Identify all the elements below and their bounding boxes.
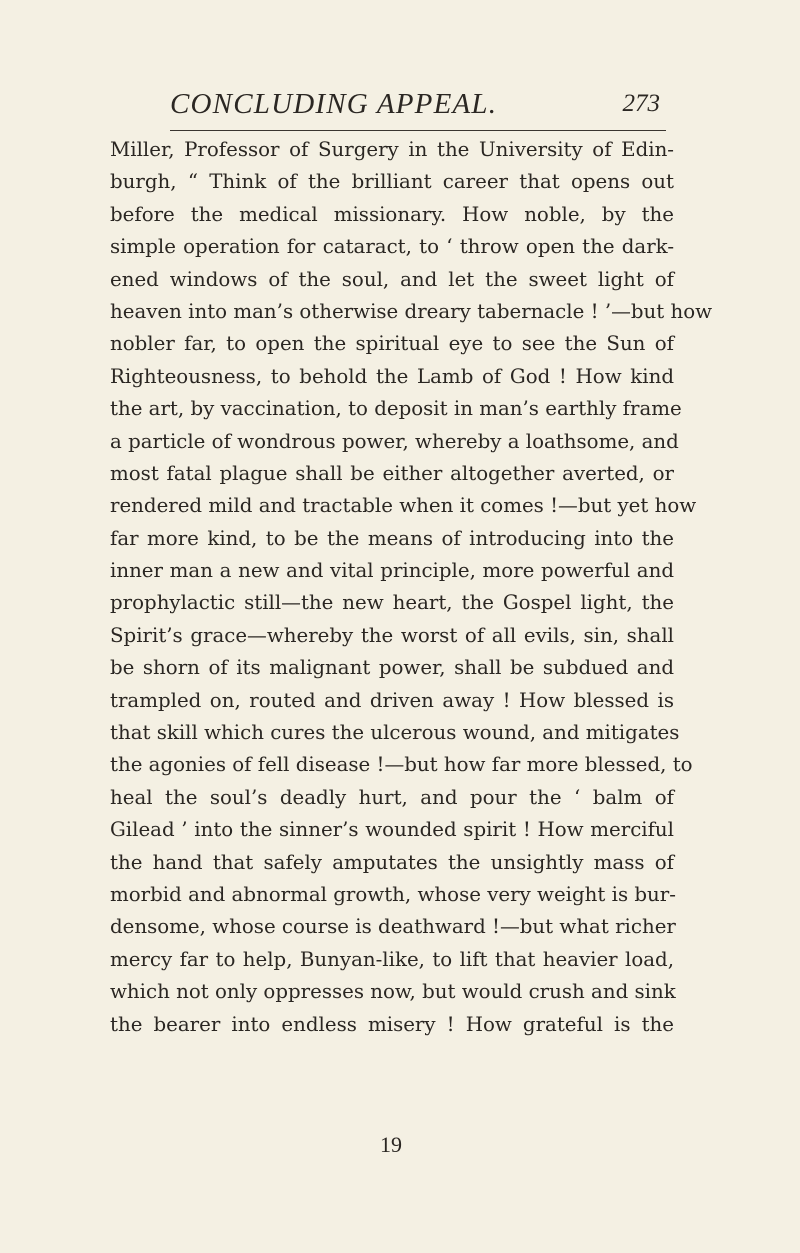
text-line: densome, whose course is deathward !—but what richer (110, 915, 676, 939)
text-line: burgh, “ Think of the brilliant career that opens out (110, 170, 674, 194)
text-line: Spirit’s grace—whereby the worst of all evils, sin, shall (110, 623, 674, 647)
text-line: trampled on, routed and driven away ! How blessed is (110, 688, 674, 712)
text-line: Gilead ’ into the sinner’s wounded spirit ! How merciful (110, 818, 674, 842)
text-line: be shorn of its malignant power, shall be subdued and (110, 656, 674, 680)
text-line: prophylactic still—the new heart, the Gospel light, the (110, 591, 674, 615)
text-line: the hand that safely amputates the unsightly mass of (110, 850, 674, 874)
text-line: ened windows of the soul, and let the sweet light of (110, 267, 674, 291)
header-rule (170, 130, 666, 131)
text-line: a particle of wondrous power, whereby a loathsome, and (110, 429, 679, 453)
text-line: inner man a new and vital principle, more powerful and (110, 559, 674, 583)
running-head (170, 88, 680, 128)
page-number: 273 (622, 90, 660, 117)
text-line: before the medical missionary. How noble, by the (110, 202, 674, 226)
text-line: far more kind, to be the means of introducing into the (110, 526, 674, 550)
text-line: the agonies of fell disease !—but how far more blessed, to (110, 753, 693, 777)
text-line: Miller, Professor of Surgery in the University of Edin- (110, 138, 674, 161)
body-paragraph (110, 134, 713, 1041)
text-line: morbid and abnormal growth, whose very weight is bur- (110, 882, 676, 906)
text-line: Righteousness, to behold the Lamb of God ! How kind (110, 364, 674, 388)
text-line: nobler far, to open the spiritual eye to see the Sun of (110, 332, 674, 356)
text-line: mercy far to help, Bunyan-like, to lift that heavier load, (110, 947, 674, 971)
text-line: most fatal plague shall be either altogether averted, or (110, 461, 674, 485)
text-line: rendered mild and tractable when it comes !—but yet how (110, 494, 697, 518)
text-line: simple operation for cataract, to ‘ throw open the dark- (110, 235, 674, 259)
text-line: heaven into man’s otherwise dreary tabernacle ! ’—but how (110, 299, 713, 323)
text-line: the art, by vaccination, to deposit in man’s earthly frame (110, 397, 682, 421)
text-line: that skill which cures the ulcerous wound, and mitigates (110, 721, 680, 745)
running-title: CONCLUDING APPEAL. (170, 88, 498, 120)
text-line: which not only oppresses now, but would crush and sink (110, 980, 676, 1004)
text-line: the bearer into endless misery ! How grateful is the (110, 1012, 674, 1036)
text-line: heal the soul’s deadly hurt, and pour the ‘ balm of (110, 785, 674, 809)
signature-mark: 19 (380, 1132, 402, 1157)
